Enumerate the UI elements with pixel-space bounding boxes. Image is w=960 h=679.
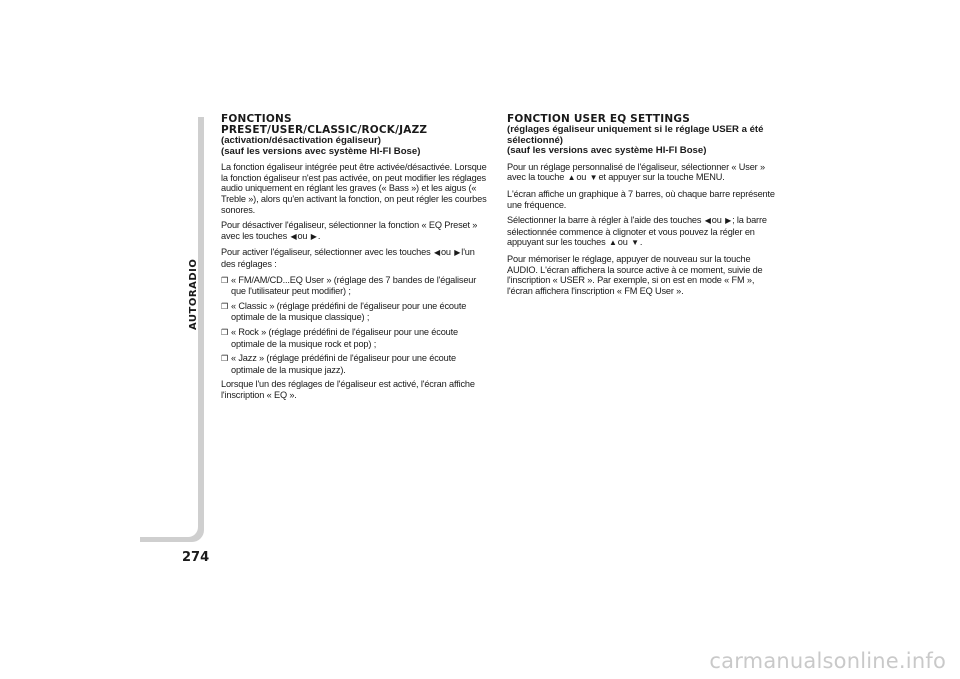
left-column bbox=[221, 114, 491, 405]
list-item: ❒ « Rock » (réglage prédéfini de l'égaliseur pour une écoute optimale de la musique rock et pop) ; bbox=[221, 326, 458, 349]
left-title-line2: PRESET/USER/CLASSIC/ROCK/JAZZ bbox=[221, 124, 428, 136]
triangle-up-icon: ▲ bbox=[608, 238, 617, 248]
checkbox-bullet-icon: ❒ bbox=[221, 327, 229, 337]
triangle-up-icon: ▲ bbox=[567, 173, 576, 183]
left-subtitle-2: (sauf les versions avec système HI-FI Bose) bbox=[221, 145, 421, 157]
right-title: FONCTION USER EQ SETTINGS bbox=[507, 113, 690, 125]
right-paragraph-4: Pour mémoriser le réglage, appuyer de nouveau sur la touche AUDIO. L'écran affichera la source active à ce moment, suivie de l'inscription « USER ». Par exemple, si on est en mode « FM », l'écran affichera l'inscription « FM EQ User ». bbox=[507, 253, 763, 296]
watermark: carmanualsonline.info bbox=[709, 649, 946, 673]
left-paragraph-4: Lorsque l'un des réglages de l'égaliseur est activé, l'écran affiche l'inscription « EQ ». bbox=[221, 379, 475, 400]
checkbox-bullet-icon: ❒ bbox=[221, 354, 229, 364]
section-label: AUTORADIO bbox=[188, 258, 199, 330]
right-paragraph-2: L'écran affiche un graphique à 7 barres, où chaque barre représente une fréquence. bbox=[507, 188, 775, 210]
left-subtitle-1: (activation/désactivation égaliseur) bbox=[221, 135, 381, 146]
right-paragraph-1: Pour un réglage personnalisé de l'égaliseur, sélectionner « User » avec la touche ▲ou ▼et appuyer sur la touche MENU. bbox=[507, 161, 765, 183]
right-paragraph-3: Sélectionner la barre à régler à l'aide des touches ◀ou ▶; la barre sélectionnée commence à clignoter et vous pouvez la régler en appuyant sur les touches ▲ou ▼. bbox=[507, 215, 767, 248]
triangle-left-icon: ◀ bbox=[704, 216, 711, 226]
left-title bbox=[221, 114, 491, 136]
page-number: 274 bbox=[182, 550, 210, 565]
triangle-down-icon: ▼ bbox=[589, 173, 598, 183]
right-column bbox=[507, 114, 777, 301]
triangle-right-icon: ▶ bbox=[725, 216, 732, 226]
left-paragraph-3: Pour activer l'égaliseur, sélectionner avec les touches ◀ou ▶l'un des réglages : bbox=[221, 247, 475, 269]
right-subtitle-1: (réglages égaliseur uniquement si le réglage USER a été sélectionné) bbox=[507, 124, 764, 146]
left-paragraph-2: Pour désactiver l'égaliseur, sélectionner la fonction « EQ Preset » avec les touches ◀ou ▶. bbox=[221, 220, 478, 241]
list-item: ❒ « Classic » (réglage prédéfini de l'égaliseur pour une écoute optimale de la musique classique) ; bbox=[221, 300, 467, 323]
triangle-left-icon: ◀ bbox=[433, 248, 440, 258]
right-subtitle-2: (sauf les versions avec système HI-FI Bose) bbox=[507, 145, 707, 157]
list-item: ❒ « FM/AM/CD...EQ User » (réglage des 7 bandes de l'égaliseur que l'utilisateur peut modifier) ; bbox=[221, 274, 477, 297]
left-title-line1: FONCTIONS bbox=[221, 113, 292, 125]
triangle-down-icon: ▼ bbox=[631, 238, 639, 248]
left-paragraph-1: La fonction égaliseur intégrée peut être activée/désactivée. Lorsque la fonction égaliseur n'est pas activée, on peut modifier les réglages audio uniquement en réglant les graves (« Bass ») et les aigus (« Treble »), alors qu'en activant la fonction, on peut régler les courbes sonores. bbox=[221, 162, 487, 215]
checkbox-bullet-icon: ❒ bbox=[221, 275, 229, 285]
list-item: ❒ « Jazz » (réglage prédéfini de l'égaliseur pour une écoute optimale de la musique jazz). bbox=[221, 353, 456, 375]
checkbox-bullet-icon: ❒ bbox=[221, 301, 229, 311]
triangle-right-icon: ▶ bbox=[310, 231, 317, 241]
triangle-right-icon: ▶ bbox=[454, 248, 461, 258]
triangle-left-icon: ◀ bbox=[290, 231, 297, 241]
